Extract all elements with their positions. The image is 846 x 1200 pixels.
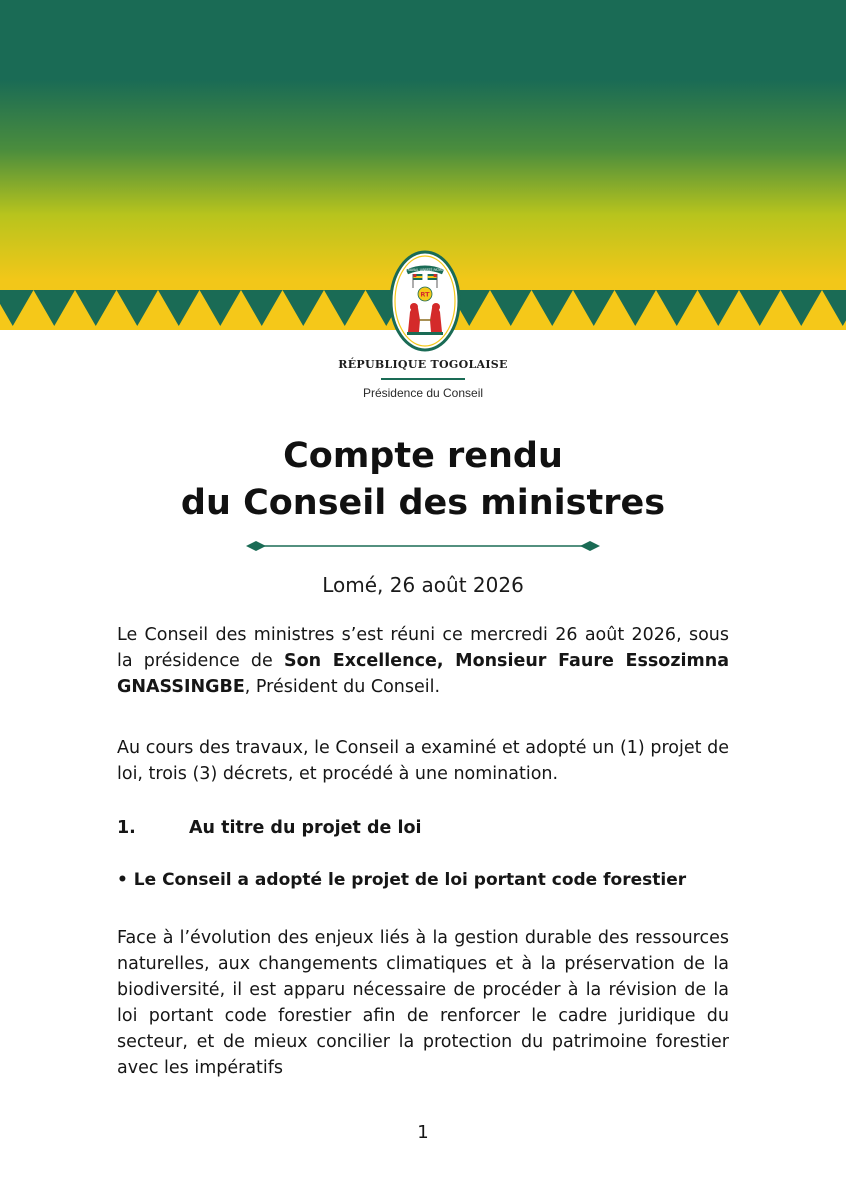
svg-text:TRAVAIL LIBERTÉ PATRIE: TRAVAIL LIBERTÉ PATRIE xyxy=(405,268,445,272)
page-number: 1 xyxy=(417,1122,429,1143)
title-divider xyxy=(244,538,602,554)
section-heading xyxy=(117,818,422,838)
svg-text:RT: RT xyxy=(420,290,430,299)
title-line-1: Compte rendu xyxy=(283,436,563,476)
bullet-item: • Le Conseil a adopté le projet de loi portant code forestier xyxy=(117,870,687,890)
meeting-date: Lomé, 26 août 2026 xyxy=(322,573,524,597)
section-number: 1. xyxy=(117,818,136,838)
togo-coat-of-arms-icon xyxy=(389,250,461,352)
body-paragraph: Face à l’évolution des enjeux liés à la gestion durable des ressources naturelles, aux changements climatiques et à la préservation de la biodiversité, il est apparu nécessaire de procéder à la révision de la loi portant code forestier afin de renforcer le cadre juridique du secteur, et de mieux concilier la protection du patrimoine forestier avec les impératifs xyxy=(117,928,729,1078)
intro-text-b: , Président du Conseil. xyxy=(244,677,441,697)
intro-text-a: Le Conseil des ministres s’est réuni ce mercredi 26 août 2026, sous la présidence de xyxy=(117,625,729,671)
president-name: Son Excellence, Monsieur Faure Essozimna GNASSINGBE xyxy=(117,651,730,697)
republic-title: RÉPUBLIQUE TOGOLAISE xyxy=(338,358,508,371)
title-line-2: du Conseil des ministres xyxy=(180,483,666,523)
presidence-label: Présidence du Conseil xyxy=(362,386,484,400)
section-title: Au titre du projet de loi xyxy=(189,818,422,838)
republic-underline xyxy=(381,378,465,380)
agenda-paragraph: Au cours des travaux, le Conseil a examiné et adopté un (1) projet de loi, trois (3) décrets, et procédé à une nomination. xyxy=(117,738,729,784)
document-title xyxy=(0,433,846,527)
intro-paragraph xyxy=(117,622,729,700)
